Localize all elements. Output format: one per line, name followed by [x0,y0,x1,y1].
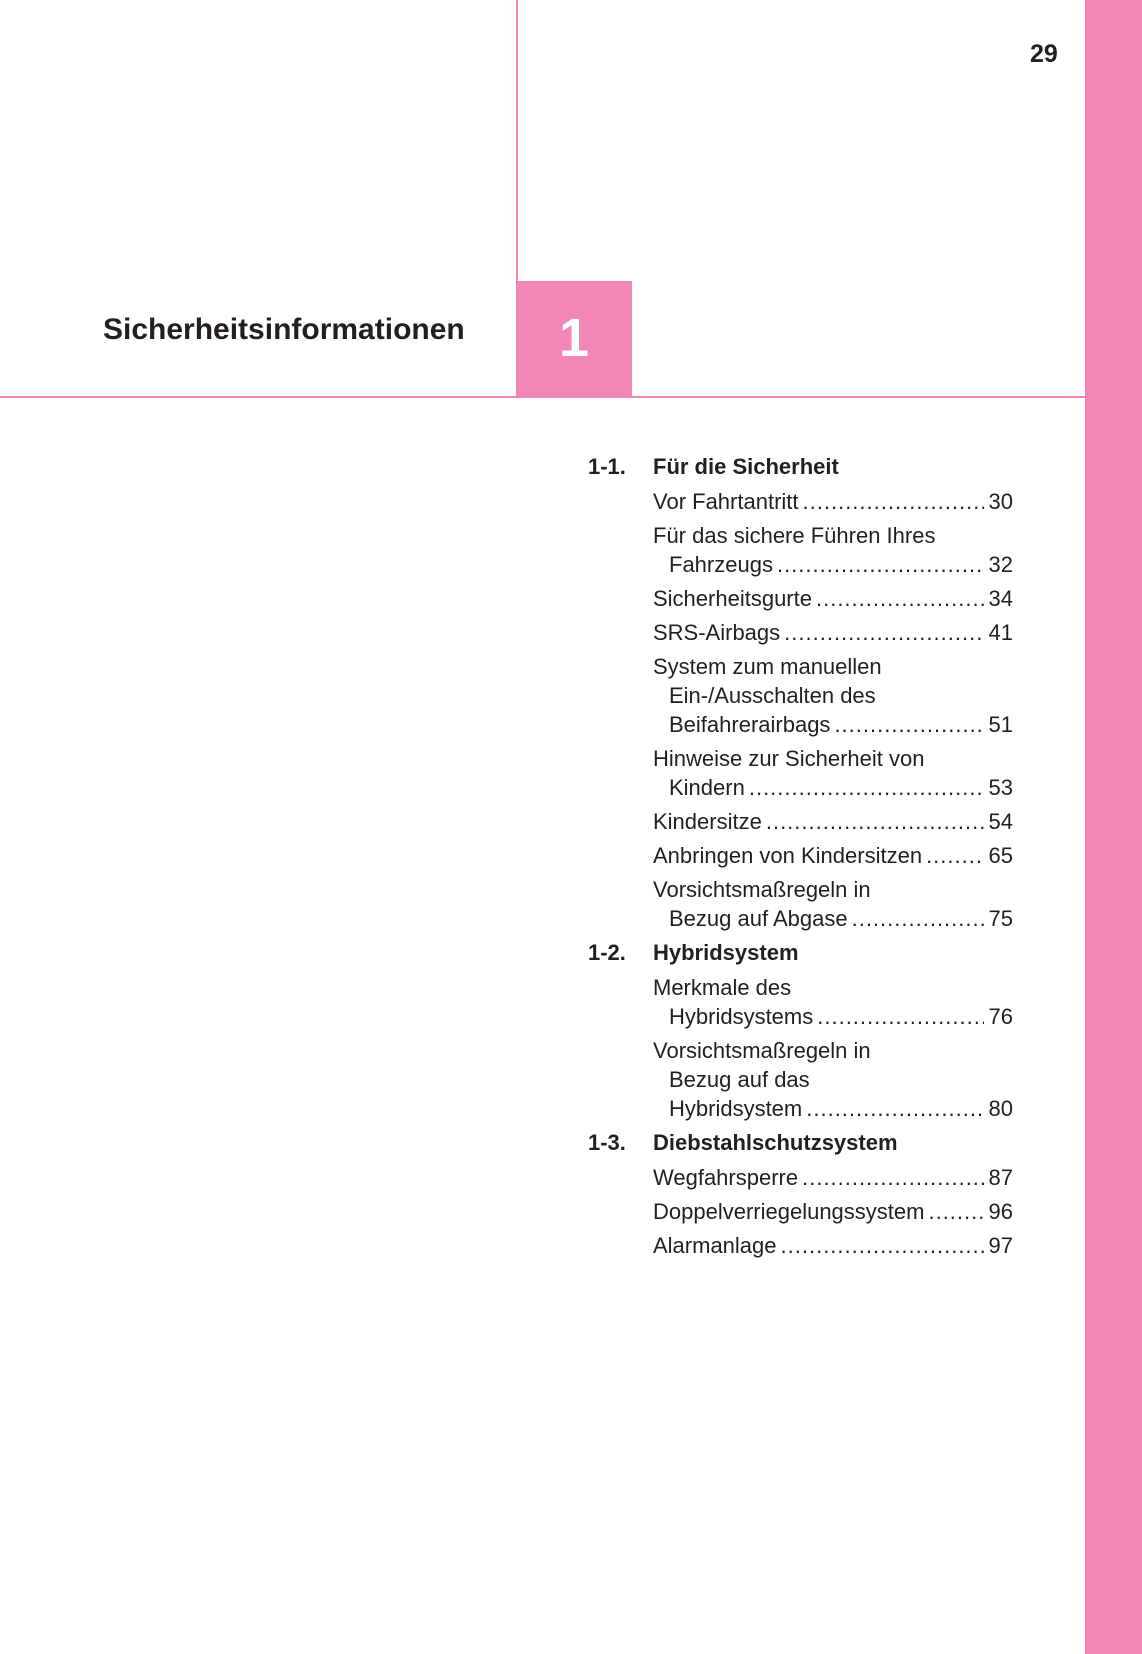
dot-leader [766,807,984,836]
toc-page-number: 54 [988,809,1013,834]
toc-section [588,1128,1013,1260]
toc-page-number: 65 [988,843,1013,868]
toc-entry[interactable] [653,875,1013,933]
toc-entry-line [653,521,1013,550]
toc-page-number: 76 [988,1004,1013,1029]
toc-page-number: 75 [988,906,1013,931]
toc-page-number: 87 [988,1165,1013,1190]
toc-entry-line [653,904,1013,933]
toc-entry[interactable] [653,1163,1013,1192]
toc-entry[interactable] [653,584,1013,613]
section-title: Für die Sicherheit [653,454,839,479]
toc-entry-line [653,710,1013,739]
toc-entry-line [653,584,1013,613]
toc-entry[interactable] [653,841,1013,870]
toc-page-number: 51 [988,712,1013,737]
toc-entry-text: Vorsichtsmaßregeln in [653,877,871,902]
dot-leader [803,487,984,516]
toc-entry-text: Hybridsystem [669,1096,803,1121]
toc-entry-line [653,487,1013,516]
dot-leader [834,710,983,739]
toc-entry-line [653,875,1013,904]
toc-entry-line [653,773,1013,802]
section-number: 1-1. [588,454,626,479]
toc-entry-line [653,841,1013,870]
toc-entry[interactable] [653,618,1013,647]
chapter-number: 1 [558,308,590,368]
section-number: 1-3. [588,1130,626,1155]
dot-leader [784,618,983,647]
dot-leader [781,1231,984,1260]
toc-page-number: 30 [988,489,1013,514]
toc-entry-line [653,744,1013,773]
toc-entry-line [653,1197,1013,1226]
toc-entry-line [653,1231,1013,1260]
toc-entry-line [653,1065,1013,1094]
toc-page-number: 97 [988,1233,1013,1258]
dot-leader [852,904,984,933]
toc-entry[interactable] [653,521,1013,579]
toc-entry-line [653,1163,1013,1192]
toc-entry-line [653,550,1013,579]
toc-entry-text: System zum manuellen [653,654,882,679]
section-number: 1-2. [588,940,626,965]
toc-entry-line [653,618,1013,647]
dot-leader [928,1197,983,1226]
toc-entry-line [653,973,1013,1002]
section-title: Hybridsystem [653,940,799,965]
toc-entry-line [653,681,1013,710]
dot-leader [749,773,984,802]
toc-entry-line [653,1002,1013,1031]
toc-page-number: 34 [988,586,1013,611]
toc-entry-text: Vor Fahrtantritt [653,489,799,514]
toc-page-number: 41 [988,620,1013,645]
section-title: Diebstahlschutzsystem [653,1130,898,1155]
toc-entry-text: Ein-/Ausschalten des [669,683,876,708]
page-number: 29 [1030,40,1058,68]
toc-section [588,938,1013,1123]
toc-entry-text: Wegfahrsperre [653,1165,799,1190]
toc-entry-line [653,652,1013,681]
toc-entry[interactable] [653,487,1013,516]
toc-entry-text: Fahrzeugs [669,552,773,577]
chapter-tab-strip [1085,0,1142,1654]
dot-leader [926,841,983,870]
toc-section-heading[interactable] [588,452,1013,482]
toc-entry-text: Merkmale des [653,975,792,1000]
toc-entry[interactable] [653,744,1013,802]
toc-entry-text: Doppelverriegelungssystem [653,1199,925,1224]
dot-leader [816,584,984,613]
toc-entry-text: Alarmanlage [653,1233,777,1258]
toc-entry-text: Bezug auf Abgase [669,906,848,931]
chapter-number-box [516,281,632,396]
dot-leader [777,550,984,579]
dot-leader [806,1094,983,1123]
toc-entry-line [653,1036,1013,1065]
toc-entry[interactable] [653,1231,1013,1260]
vertical-rule [516,0,518,281]
toc-entry[interactable] [653,973,1013,1031]
toc-entry-text: Für das sichere Führen Ihres [653,523,936,548]
horizontal-rule [0,396,1085,398]
toc-entry[interactable] [653,1197,1013,1226]
toc-entry-text: SRS-Airbags [653,620,781,645]
toc-section-heading[interactable] [588,938,1013,968]
toc-entry-text: Kindern [669,775,745,800]
toc-section [588,452,1013,933]
toc-entry-text: Kindersitze [653,809,762,834]
toc-entry-line [653,1094,1013,1123]
toc-page-number: 80 [988,1096,1013,1121]
toc-section-heading[interactable] [588,1128,1013,1158]
toc-page-number: 96 [988,1199,1013,1224]
chapter-title: Sicherheitsinformationen [103,313,465,346]
toc-entry-text: Hybridsystems [669,1004,814,1029]
toc-page-number: 32 [988,552,1013,577]
toc-entry-text: Beifahrerairbags [669,712,831,737]
toc-entry-text: Vorsichtsmaßregeln in [653,1038,871,1063]
dot-leader [802,1163,983,1192]
toc-entry[interactable] [653,807,1013,836]
table-of-contents [588,452,1013,1265]
toc-entry-line [653,807,1013,836]
toc-entry-text: Anbringen von Kindersitzen [653,843,923,868]
toc-entry-text: Bezug auf das [669,1067,810,1092]
toc-entry[interactable] [653,652,1013,739]
dot-leader [817,1002,983,1031]
toc-entry-text: Sicherheitsgurte [653,586,812,611]
toc-page-number: 53 [988,775,1013,800]
toc-entry[interactable] [653,1036,1013,1123]
toc-entry-text: Hinweise zur Sicherheit von [653,746,925,771]
